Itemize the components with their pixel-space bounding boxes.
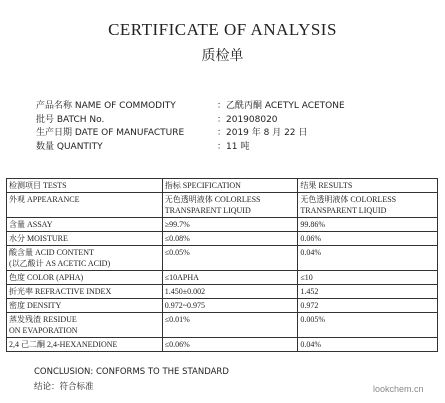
table-row (7, 193, 438, 218)
result-cell (298, 299, 438, 313)
cell-line: ≤10APHA (164, 273, 199, 282)
spec-cell (162, 218, 298, 232)
cell-line: 99.86% (300, 220, 326, 229)
cell-line: 0.972~0.975 (164, 301, 206, 310)
spec-cell (162, 232, 298, 246)
test-cell (7, 193, 163, 218)
watermark-text: lookchem.cn (373, 384, 424, 394)
cell-line: 无色透明液体 COLORLESS (300, 195, 397, 204)
spec-cell (162, 299, 298, 313)
conclusion-en: CONCLUSION: CONFORMS TO THE STANDARD (34, 367, 229, 377)
table-row (7, 313, 438, 338)
header-specification: 指标 SPECIFICATION (162, 179, 298, 193)
cell-line: 0.04% (300, 248, 322, 257)
analysis-table (6, 178, 438, 352)
spec-cell (162, 313, 298, 338)
cell-line: 酸含量 ACID CONTENT (9, 248, 94, 257)
table-row (7, 299, 438, 313)
table-row (7, 218, 438, 232)
result-cell (298, 246, 438, 271)
result-cell (298, 271, 438, 285)
spec-cell (162, 285, 298, 299)
test-cell (7, 218, 163, 232)
cell-line: 无色透明液体 COLORLESS (164, 195, 261, 204)
test-cell (7, 299, 163, 313)
result-cell (298, 338, 438, 352)
cell-line: 蒸发残渣 RESIDUE (9, 315, 77, 324)
info-label: 产品名称 NAME OF COMMODITY (36, 101, 176, 111)
test-cell (7, 338, 163, 352)
spec-cell (162, 193, 298, 218)
cell-line: 2,4 己二酮 2,4-HEXANEDIONE (9, 340, 118, 349)
info-label: 数量 QUANTITY (36, 141, 103, 152)
info-label: 批号 BATCH No. (36, 114, 105, 125)
cell-line: 0.04% (300, 340, 322, 349)
cell-line: 折光率 REFRACTIVE INDEX (9, 287, 112, 296)
info-value: ：201908020 (217, 114, 278, 125)
info-value: ：乙酰丙酮 ACETYL ACETONE (217, 101, 345, 111)
test-cell (7, 271, 163, 285)
conclusion-block (34, 367, 229, 393)
result-cell (298, 285, 438, 299)
result-cell (298, 313, 438, 338)
cell-line: 0.005% (300, 315, 326, 324)
test-cell (7, 313, 163, 338)
cell-line: 水分 MOISTURE (9, 234, 68, 243)
cell-line: ≤0.06% (164, 340, 190, 349)
test-cell (7, 246, 163, 271)
table-row (7, 232, 438, 246)
cell-line: 含量 ASSAY (9, 220, 53, 229)
cell-line: 0.06% (300, 234, 322, 243)
table-row (7, 338, 438, 352)
cell-line: 0.972 (300, 301, 319, 310)
spec-cell (162, 271, 298, 285)
spec-cell (162, 246, 298, 271)
cell-line: ≤0.08% (164, 234, 190, 243)
table-row (7, 246, 438, 271)
result-cell (298, 193, 438, 218)
cell-line: 外观 APPEARANCE (9, 195, 80, 204)
info-label: 生产日期 DATE OF MANUFACTURE (36, 128, 185, 138)
cell-line: TRANSPARENT LIQUID (300, 206, 387, 215)
table-row (7, 285, 438, 299)
info-value: ：11 吨 (217, 141, 250, 152)
result-cell (298, 232, 438, 246)
cell-line: 1.452 (300, 287, 319, 296)
cell-line: ≥99.7% (164, 220, 190, 229)
cell-line: 色度 COLOR (APHA) (9, 273, 84, 282)
cell-line: ≤0.01% (164, 315, 190, 324)
cell-line: (以乙酸计 AS ACETIC ACID) (9, 259, 111, 268)
document-subtitle: 质检单 (201, 48, 244, 64)
table-header-row (7, 179, 438, 193)
test-cell (7, 232, 163, 246)
cell-line: TRANSPARENT LIQUID (164, 206, 251, 215)
cell-line: ≤10 (300, 273, 313, 282)
document-title: CERTIFICATE OF ANALYSIS (108, 20, 337, 39)
info-value: ：2019 年 8 月 22 日 (217, 128, 308, 138)
cell-line: 1.450±0.002 (164, 287, 206, 296)
conclusion-cn: 结论：符合标准 (34, 382, 94, 392)
test-cell (7, 285, 163, 299)
spec-cell (162, 338, 298, 352)
cell-line: ON EVAPORATION (9, 326, 78, 335)
result-cell (298, 218, 438, 232)
header-results: 结果 RESULTS (298, 179, 438, 193)
cell-line: 密度 DENSITY (9, 301, 62, 310)
table-row (7, 271, 438, 285)
header-tests: 检测项目 TESTS (7, 179, 163, 193)
cell-line: ≤0.05% (164, 248, 190, 257)
